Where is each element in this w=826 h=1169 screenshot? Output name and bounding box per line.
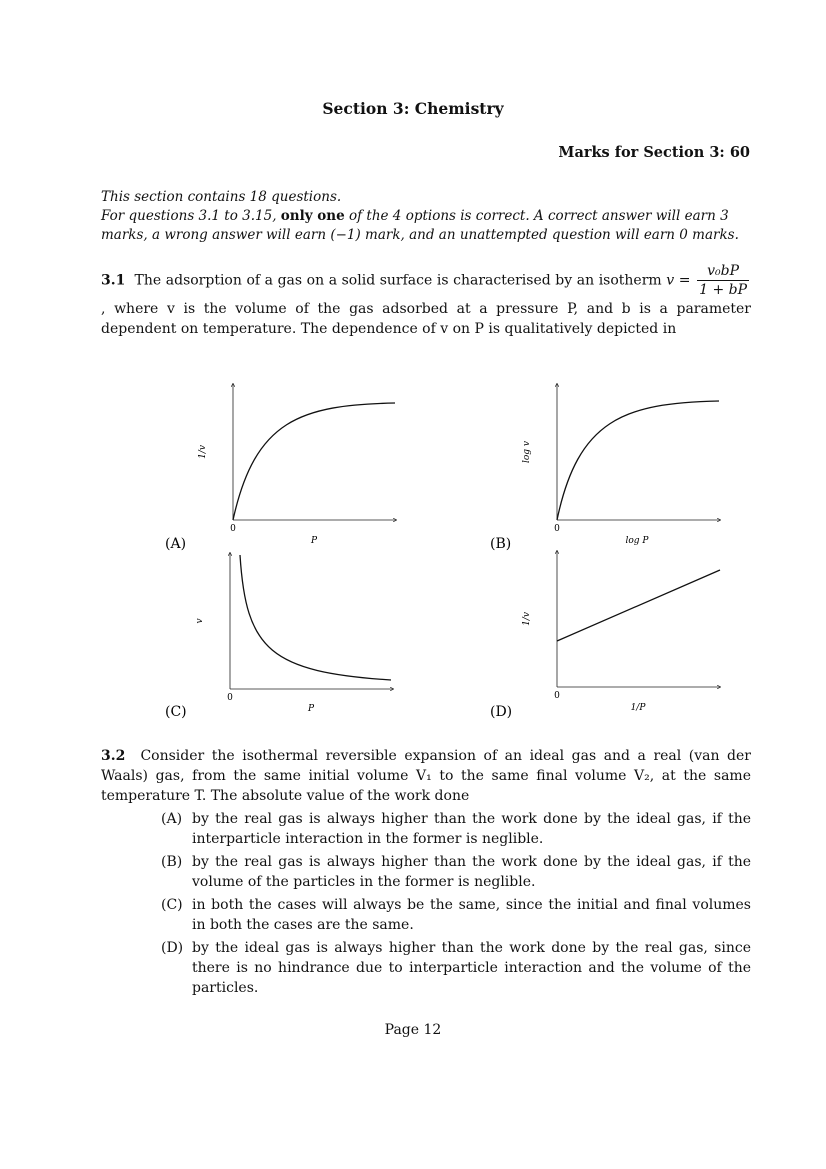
option-text: in both the cases will always be the same, since the initial and final volumes in both the cases are the same. — [192, 897, 751, 933]
question-text: Consider the isothermal reversible expansion of an ideal gas and a real (van der Waals) gas, from the same initial volume V₁ to the same final volume V₂, at the same temperature T. The absolute value of the work done — [101, 748, 751, 804]
plot-c — [165, 553, 393, 720]
formula-numerator: v₀bP — [697, 262, 749, 281]
page-number: Page 12 — [384, 1022, 442, 1038]
instructions-line-1: This section contains 18 questions. — [101, 189, 342, 205]
option-label: (B) — [161, 854, 183, 870]
plot-a-origin: 0 — [230, 524, 236, 534]
option-c[interactable] — [101, 895, 751, 935]
plot-d-xlabel: 1/P — [630, 703, 646, 713]
question-3-2 — [101, 746, 751, 998]
plot-d-origin: 0 — [554, 691, 560, 701]
option-label: (D) — [161, 940, 184, 956]
plot-a-xlabel: P — [310, 536, 318, 546]
option-label: (A) — [161, 811, 183, 827]
plot-d-label: (D) — [490, 704, 513, 720]
instructions-text-a: For questions 3.1 to 3.15, — [101, 208, 281, 224]
plot-d-ylabel: 1/v — [522, 612, 532, 626]
plot-b-xlabel: log P — [625, 536, 649, 546]
instructions-bold: only one — [280, 208, 345, 224]
plot-a-ylabel: 1/v — [198, 445, 208, 459]
plot-a-label: (A) — [165, 536, 187, 552]
plot-c-xlabel: P — [307, 704, 315, 714]
plot-c-curve — [240, 555, 391, 680]
plot-c-origin: 0 — [227, 693, 233, 703]
plot-a — [165, 384, 396, 552]
plot-b-ylabel: log v — [522, 440, 532, 464]
option-text: by the ideal gas is always higher than the work done by the real gas, since there is no hindrance due to interparticle interaction and the volume of the particles. — [192, 940, 751, 996]
plot-c-label: (C) — [165, 704, 187, 720]
option-a[interactable] — [101, 809, 751, 849]
plot-c-ylabel: v — [195, 618, 205, 624]
plot-d-line — [557, 570, 720, 641]
question-3-2-text — [101, 746, 751, 806]
question-number: 3.2 — [101, 748, 126, 764]
formula-denominator: 1 + bP — [699, 282, 748, 298]
plot-d — [490, 551, 720, 720]
instructions-text-b: of the 4 options is correct. A correct answer will earn 3 marks, a wrong answer will earn (−1) mark, and an unattempted question will earn 0 marks. — [101, 208, 739, 243]
question-text-a: The adsorption of a gas on a solid surface is characterised by an isotherm — [134, 272, 667, 289]
plot-b-curve — [557, 401, 719, 520]
option-text: by the real gas is always higher than the work done by the ideal gas, if the volume of the particles in the former is neglible. — [192, 854, 751, 890]
plot-a-curve — [233, 403, 395, 520]
question-text-b: , where v is the volume of the gas adsorbed at a pressure P, and b is a parameter dependent on temperature. The dependence of v on P is qualitatively depicted in — [101, 301, 751, 337]
formula-lhs: v = — [666, 272, 691, 289]
section-title: Section 3: Chemistry — [322, 99, 504, 118]
section-marks: Marks for Section 3: 60 — [558, 144, 750, 161]
plot-b — [490, 384, 720, 552]
plot-b-origin: 0 — [554, 524, 560, 534]
option-label: (C) — [161, 897, 183, 913]
option-b[interactable] — [101, 852, 751, 892]
plot-b-label: (B) — [490, 536, 512, 552]
option-text: by the real gas is always higher than the work done by the ideal gas, if the interparticle interaction in the former is neglible. — [192, 811, 751, 847]
option-d[interactable] — [101, 938, 751, 998]
question-number: 3.1 — [101, 272, 126, 289]
